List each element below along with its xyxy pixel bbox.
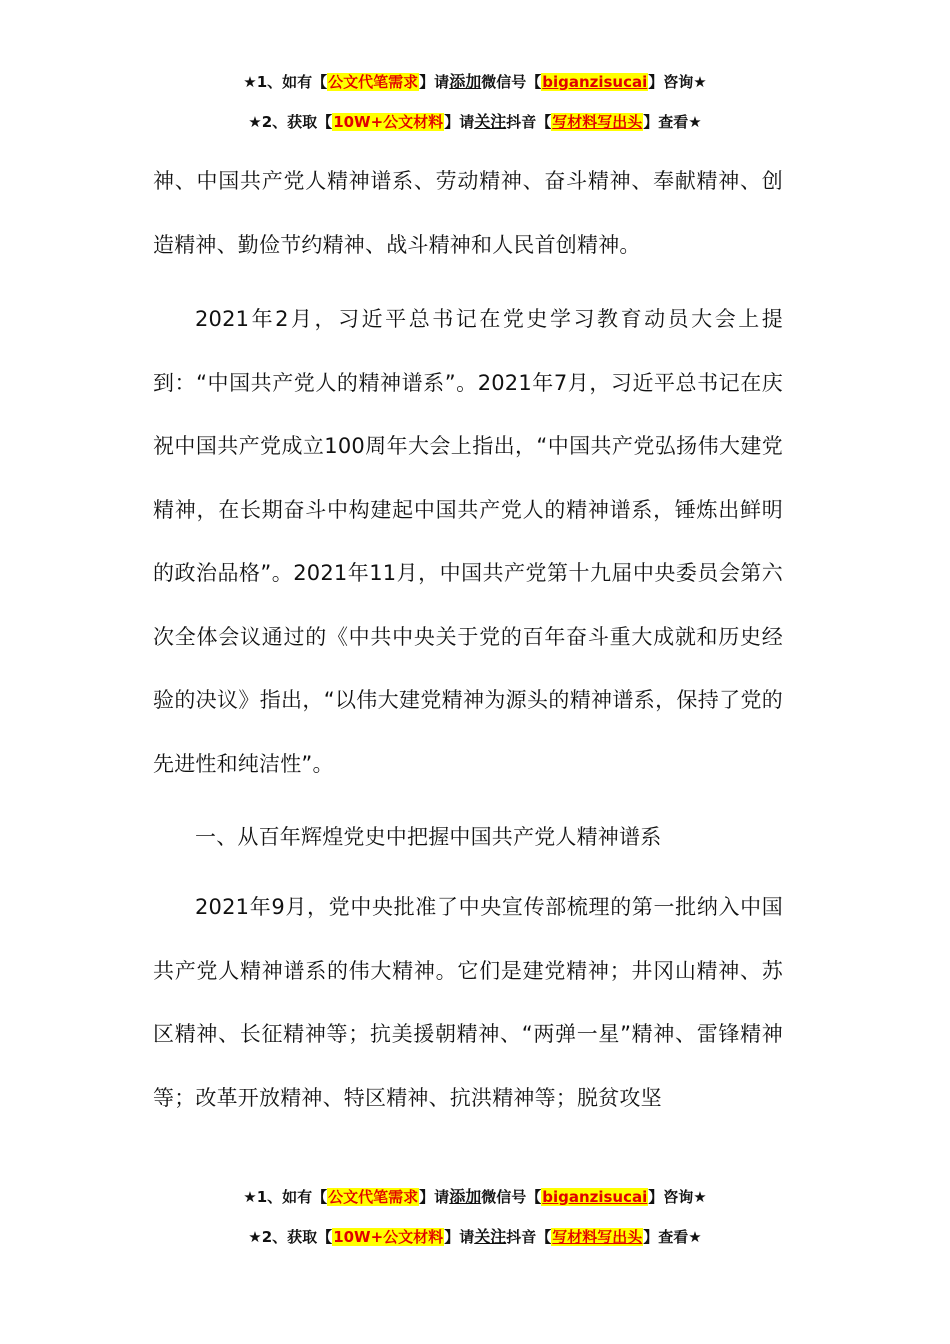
- footer-highlight-service: 公文代笔需求: [328, 1188, 419, 1206]
- emphasis-follow: 关注: [474, 112, 507, 131]
- section-heading-1: 一、从百年辉煌党史中把握中国共产党人精神谱系: [195, 825, 662, 849]
- footer-highlight-wechat-id: biganzisucai: [542, 1188, 648, 1206]
- banner-line-2: ★2、获取【10W+公文材料】请关注抖音【写材料写出头】查看★: [248, 112, 702, 131]
- footer-highlight-douyin-id: 写材料写出头: [552, 1228, 643, 1246]
- footer-banner-line-1: ★1、如有【公文代笔需求】请添加微信号【biganzisucai】咨询★: [243, 1187, 707, 1206]
- footer-banner-line-2: ★2、获取【10W+公文材料】请关注抖音【写材料写出头】查看★: [248, 1227, 702, 1246]
- banner-line-1: ★1、如有【公文代笔需求】请添加微信号【biganzisucai】咨询★: [243, 72, 707, 91]
- paragraph-2: 2021年2月，习近平总书记在党史学习教育动员大会上提到：“中国共产党人的精神谱系”。2021年7月，习近平总书记在庆祝中国共产党成立100周年大会上指出，“中国共产党弘扬伟大建党精神，在长期奋斗中构建起中国共产党人的精神谱系，锤炼出鲜明的政治品格”。2021年11月，中国共产党第十九届中央委员会第六次全体会议通过的《中共中央关于党的百年奋斗重大成就和历史经验的决议》指出，“以伟大建党精神为源头的精神谱系，保持了党的先进性和纯洁性”。: [153, 307, 783, 776]
- highlight-wechat-id: biganzisucai: [542, 73, 648, 91]
- header-banner: [0, 62, 950, 142]
- footer-highlight-materials: 10W+公文材料: [333, 1228, 444, 1246]
- paragraph-1: 神、中国共产党人精神谱系、劳动精神、奋斗精神、奉献精神、创造精神、勤俭节约精神、战斗精神和人民首创精神。: [153, 169, 783, 257]
- footer-emphasis-follow: 关注: [474, 1227, 507, 1246]
- highlight-materials: 10W+公文材料: [333, 113, 444, 131]
- highlight-service: 公文代笔需求: [328, 73, 419, 91]
- footer-banner: [0, 1177, 950, 1257]
- emphasis-add: 添加: [449, 72, 482, 91]
- highlight-douyin-id: 写材料写出头: [552, 113, 643, 131]
- footer-emphasis-add: 添加: [449, 1187, 482, 1206]
- paragraph-3: 2021年9月，党中央批准了中央宣传部梳理的第一批纳入中国共产党人精神谱系的伟大精神。它们是建党精神；井冈山精神、苏区精神、长征精神等；抗美援朝精神、“两弹一星”精神、雷锋精神等；改革开放精神、特区精神、抗洪精神等；脱贫攻坚: [153, 895, 783, 1110]
